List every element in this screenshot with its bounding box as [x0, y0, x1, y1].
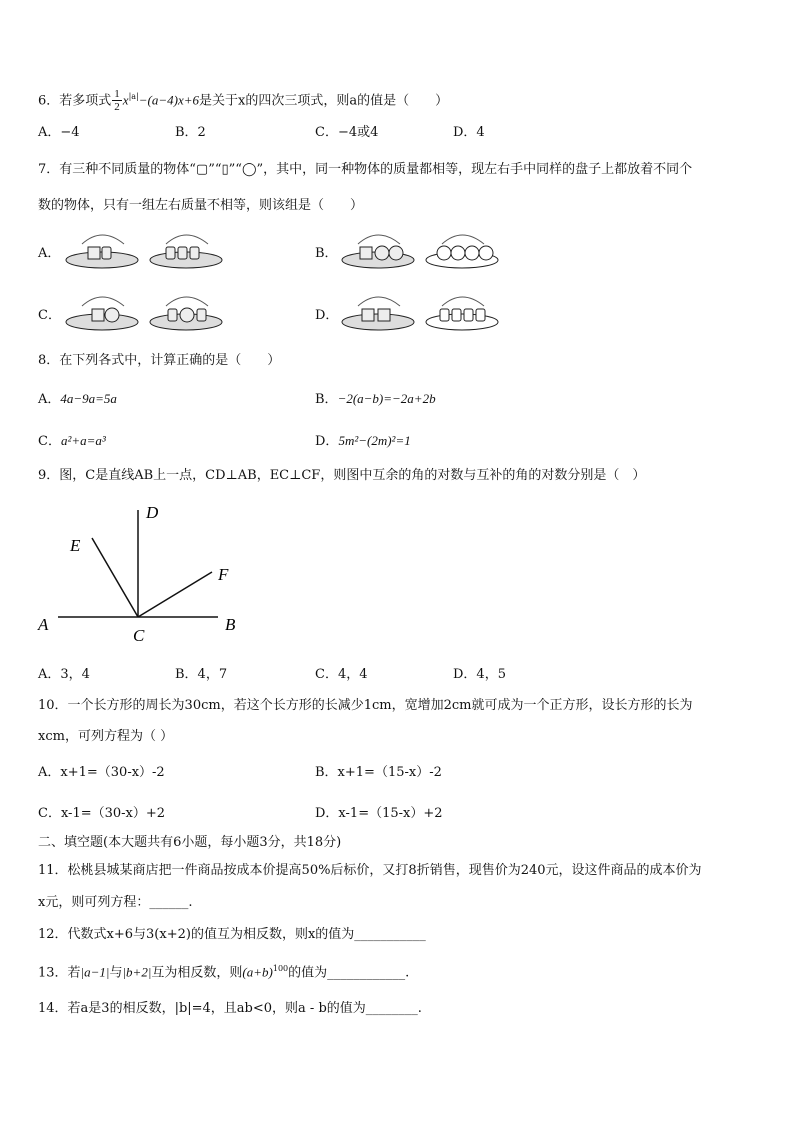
q10-stem-line1: 10．一个长方形的周长为30cm，若这个长方形的长减少1cm，宽增加2cm就可成为一个正方形，设长方形的长为 — [38, 698, 693, 713]
q7-label-d: D． — [315, 308, 339, 323]
q10-option-a: A．x+1=（30-x）-2 — [38, 765, 165, 780]
q9-option-a: A．3，4 — [38, 667, 90, 682]
q10-stem-line2: xcm，可列方程为（ ） — [38, 729, 174, 744]
point-label-a: A — [38, 615, 49, 634]
q7-stem-line1: 7．有三种不同质量的物体“▢”“▯”“◯”，其中，同一种物体的质量都相等，现左右手中同样的盘子上都放着不同个 — [38, 162, 693, 177]
q11-stem-line1: 11．松桃县城某商店把一件商品按成本价提高50%后标价，又打8折销售，现售价为240元，设这件商品的成本价为 — [38, 863, 702, 878]
q7-label-b: B． — [315, 246, 338, 261]
balance-plates-d — [338, 286, 506, 336]
q8-option-c: C．a²+a=a³ — [38, 433, 106, 449]
q8-option-d: D．5m²−(2m)²=1 — [315, 433, 411, 449]
q14-stem: 14．若a是3的相反数，|b|=4，且ab<0，则a - b的值为________. — [38, 1001, 422, 1016]
balance-plates-c — [62, 286, 230, 336]
q7-label-c: C． — [38, 308, 61, 323]
q8-stem: 8．在下列各式中，计算正确的是（ ） — [38, 353, 281, 368]
point-label-e: E — [70, 536, 81, 555]
q9-option-b: B．4，7 — [175, 667, 228, 682]
q6-option-a: A．−4 — [38, 125, 80, 140]
q8-option-a: A．4a−9a=5a — [38, 391, 117, 407]
point-label-c: C — [133, 626, 145, 645]
fraction-one-half: $\frac{1}{2}$ — [114, 88, 120, 114]
ray-cf — [138, 572, 212, 617]
q6-stem: 6．若多项式 $\frac{1}{2}$ $x^{|a|}-(a-4)x+6$是关于x的四次三项式，则a的值是（ ） — [38, 88, 449, 114]
q10-option-c: C．x-1=（30-x）+2 — [38, 806, 166, 821]
q9-stem: 9．图，C是直线AB上一点，CD⊥AB，EC⊥CF，则图中互余的角的对数与互补的角的对数分别是（ ） — [38, 468, 646, 483]
ray-ce — [92, 538, 138, 617]
q9-option-c: C．4，4 — [315, 667, 368, 682]
q9-geometry-figure — [30, 500, 250, 650]
point-label-b: B — [225, 615, 236, 634]
balance-plates-a — [62, 224, 230, 274]
section-heading-fill-in: 二、填空题(本大题共有6小题，每小题3分，共18分) — [38, 835, 342, 850]
q6-option-d: D．4 — [453, 125, 485, 140]
q10-option-b: B．x+1=（15-x）-2 — [315, 765, 442, 780]
q13-stem: 13．若|a−1|与|b+2|互为相反数，则$(a+b)^{100}$的值为____________. — [38, 964, 410, 981]
q6-option-c: C．−4或4 — [315, 125, 379, 140]
point-label-d: D — [146, 503, 159, 522]
q12-stem: 12．代数式x+6与3(x+2)的值互为相反数，则x的值为___________ — [38, 927, 426, 942]
balance-plates-b — [338, 224, 506, 274]
q7-stem-line2: 数的物体，只有一组左右质量不相等，则该组是（ ） — [38, 198, 364, 213]
q7-label-a: A． — [38, 246, 61, 261]
q11-stem-line2: x元，则可列方程：______. — [38, 895, 193, 910]
q8-option-b: B．−2(a−b)=−2a+2b — [315, 391, 436, 407]
point-label-f: F — [218, 565, 229, 584]
q9-option-d: D．4，5 — [453, 667, 506, 682]
q6-option-b: B．2 — [175, 125, 206, 140]
q10-option-d: D．x-1=（15-x）+2 — [315, 806, 443, 821]
